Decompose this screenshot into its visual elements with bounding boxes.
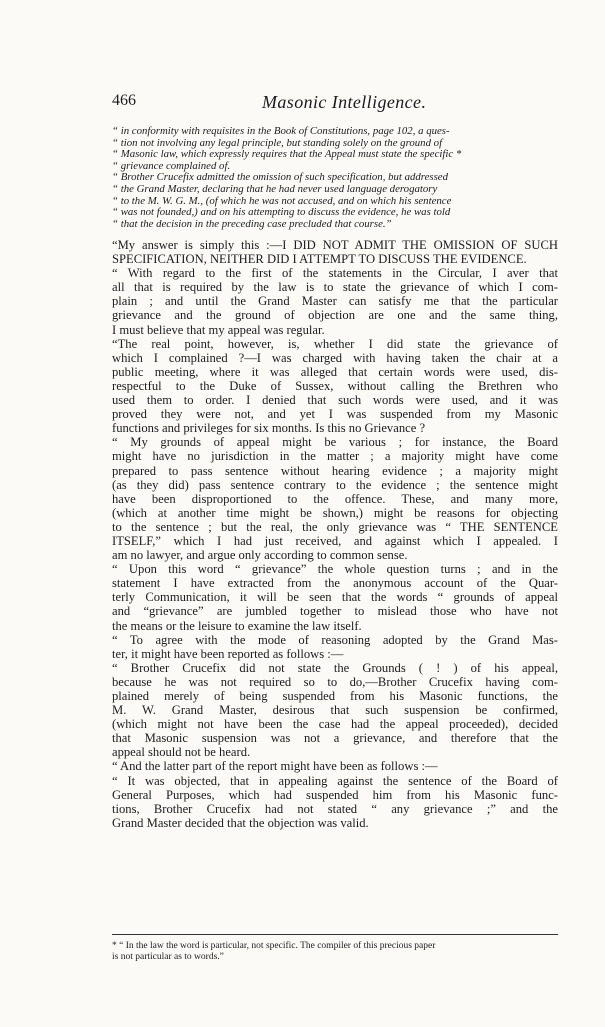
body-line: the means or the leisure to examine the law itself.: [112, 618, 362, 633]
body-line: “My answer is simply this :—I DID NOT ADMIT THE OMISSION OF SUCH: [112, 238, 558, 252]
running-head: [112, 92, 552, 116]
body-line: “ With regard to the first of the statements in the Circular, I aver that: [112, 266, 558, 281]
body-text: [112, 238, 558, 830]
body-line: “ It was objected, that in appealing against the sentence of the Board of: [112, 773, 558, 788]
quote-line: “ to the M. W. G. M., (of which he was not accused, and on which his sentence: [112, 194, 452, 207]
body-line: (which might not have been the case had the appeal proceeded), decided: [112, 717, 558, 732]
body-line: “ My grounds of appeal might be various ; for instance, the Board: [112, 435, 558, 450]
body-line: statement I have extracted from the anonymous account of the Quar-: [112, 576, 558, 591]
body-line: respectful to the Duke of Sussex, without calling the Brethren who: [112, 378, 558, 393]
body-line: grievance and the ground of objection are one and the same thing,: [112, 308, 558, 323]
body-line: I must believe that my appeal was regular.: [112, 322, 325, 337]
footnote: [112, 941, 558, 963]
body-line: (as they did) pass sentence contrary to the evidence ; the sentence might: [112, 477, 558, 492]
body-line: have been disproportioned to the offence. These, and many more,: [112, 491, 558, 506]
body-line: Grand Master decided that the objection was valid.: [112, 815, 369, 830]
body-line: “ And the latter part of the report might have been as follows :—: [112, 759, 438, 774]
body-line: appeal should not be heard.: [112, 745, 251, 760]
running-title: Masonic Intelligence.: [262, 92, 427, 112]
body-line: ITSELF,” which I had just received, and against which I appealed. I: [112, 533, 558, 548]
body-line: public meeting, where it was alleged that certain words were used, dis-: [112, 364, 558, 379]
body-line: proved they were not, and yet I was suspended from my Masonic: [112, 407, 558, 422]
page-number: 466: [112, 92, 136, 109]
body-line: which I complained ?—I was charged with having taken the chair at a: [112, 350, 558, 365]
quote-line: “ the Grand Master, declaring that he had never used language derogatory: [112, 182, 438, 195]
body-line: that Masonic suspension was not a grievance, and therefore that the: [112, 731, 558, 746]
body-line: SPECIFICATION, NEITHER DID I ATTEMPT TO DISCUSS THE EVIDENCE.: [112, 252, 527, 267]
body-line: plain ; and until the Grand Master can satisfy me that the particular: [112, 294, 558, 309]
body-line: because he was not required so to do,—Brother Crucefix having com-: [112, 674, 558, 689]
body-line: functions and privileges for six months. Is this no Grievance ?: [112, 421, 426, 436]
body-line: plained merely of being suspended from his Masonic functions, the: [112, 689, 558, 703]
body-line: tions, Brother Crucefix had not stated “ any grievance ;” and the: [112, 801, 558, 816]
footnote-line: * “ In the law the word is particular, not specific. The compiler of this precious paper: [112, 941, 436, 951]
body-line: “ Upon this word “ grievance” the whole question turns ; and in the: [112, 562, 558, 577]
body-line: (which at another time might be shown,) might be reasons for objecting: [112, 505, 558, 520]
footnote-divider: [112, 934, 558, 935]
quoted-report: [112, 126, 554, 230]
quote-line: “ in conformity with requisites in the Book of Constitutions, page 102, a ques-: [112, 125, 450, 137]
body-line: M. W. Grand Master, desirous that such suspension be confirmed,: [112, 703, 558, 718]
body-line: to the sentence ; but the real, the only grievance was “ THE SENTENCE: [112, 519, 558, 534]
quote-line: “ Masonic law, which expressly requires that the Appeal must state the specific *: [112, 148, 462, 161]
body-line: used them to order. I denied that such words were used, and it was: [112, 393, 558, 408]
body-line: am no lawyer, and argue only according to common sense.: [112, 548, 408, 563]
body-line: “ Brother Crucefix did not state the Grounds ( ! ) of his appeal,: [112, 660, 558, 675]
body-line: prepared to pass sentence without hearing evidence ; a majority might: [112, 463, 558, 478]
body-line: “The real point, however, is, whether I did state the grievance of: [112, 336, 558, 351]
quote-line: “ Brother Crucefix admitted the omission of such specification, but addressed: [112, 171, 448, 184]
body-line: and “grievance” are jumbled together to mislead those who have not: [112, 604, 558, 619]
body-line: General Purposes, which had suspended him from his Masonic func-: [112, 787, 558, 802]
footnote-line: is not particular as to words.”: [112, 952, 224, 962]
body-line: might have no jurisdiction in the matter ; a majority might have come: [112, 449, 558, 464]
quote-line: “ grievance complained of.: [112, 159, 231, 172]
body-line: “ To agree with the mode of reasoning adopted by the Grand Mas-: [112, 632, 558, 647]
quote-line: “ tion not involving any legal principle, but standing solely on the ground of: [112, 136, 443, 149]
body-line: ter, it might have been reported as follows :—: [112, 646, 344, 661]
body-line: all that is required by the law is to state the grievance of which I com-: [112, 280, 558, 295]
quote-line: “ that the decision in the preceding case precluded that course.”: [112, 217, 392, 230]
quote-line: “ was not founded,) and on his attempting to discuss the evidence, he was told: [112, 206, 451, 219]
body-line: terly Communication, it will be seen that the words “ grounds of appeal: [112, 590, 558, 605]
